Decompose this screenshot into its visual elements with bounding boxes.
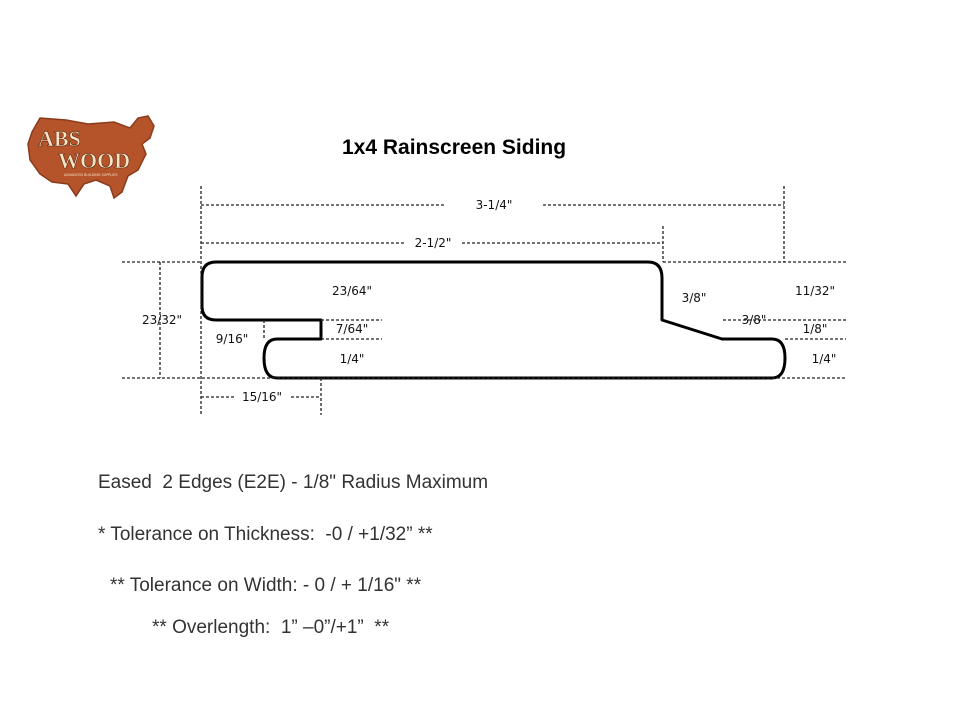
dim-right-top: 11/32" [794, 284, 836, 298]
dim-overall-thickness: 23/32" [141, 313, 183, 327]
logo-tagline: ADVANCED BUILDING SUPPLIES [64, 173, 118, 177]
diagram-title: 1x4 Rainscreen Siding [342, 136, 567, 159]
dim-lower-offset: 15/16" [241, 390, 283, 404]
logo-text-line2: WOOD [58, 148, 131, 173]
dim-right-mid: 1/8" [802, 322, 828, 336]
dim-bevel-run: 3/8" [741, 313, 767, 327]
siding-profile-outline [202, 262, 785, 378]
dim-right-bottom: 1/4" [811, 352, 837, 366]
dimension-lines [122, 186, 846, 415]
dim-bevel-drop: 3/8" [681, 291, 707, 305]
dim-lower-lip-height: 9/16" [215, 332, 249, 346]
note-thickness-tolerance: * Tolerance on Thickness: -0 / +1/32” ** [98, 524, 433, 545]
dim-overall-width: 3-1/4" [475, 198, 513, 212]
dim-face-width: 2-1/2" [414, 236, 452, 250]
dim-top-thickness: 23/64" [331, 284, 373, 298]
note-overlength: ** Overlength: 1” –0”/+1” ** [152, 617, 390, 638]
dim-groove-gap: 7/64" [335, 322, 369, 336]
dim-bottom-thickness: 1/4" [339, 352, 365, 366]
note-width-tolerance: ** Tolerance on Width: - 0 / + 1/16" ** [110, 575, 422, 596]
note-eased-edges: Eased 2 Edges (E2E) - 1/8" Radius Maximum [98, 472, 489, 493]
logo-text-line1: ABS [38, 126, 81, 151]
